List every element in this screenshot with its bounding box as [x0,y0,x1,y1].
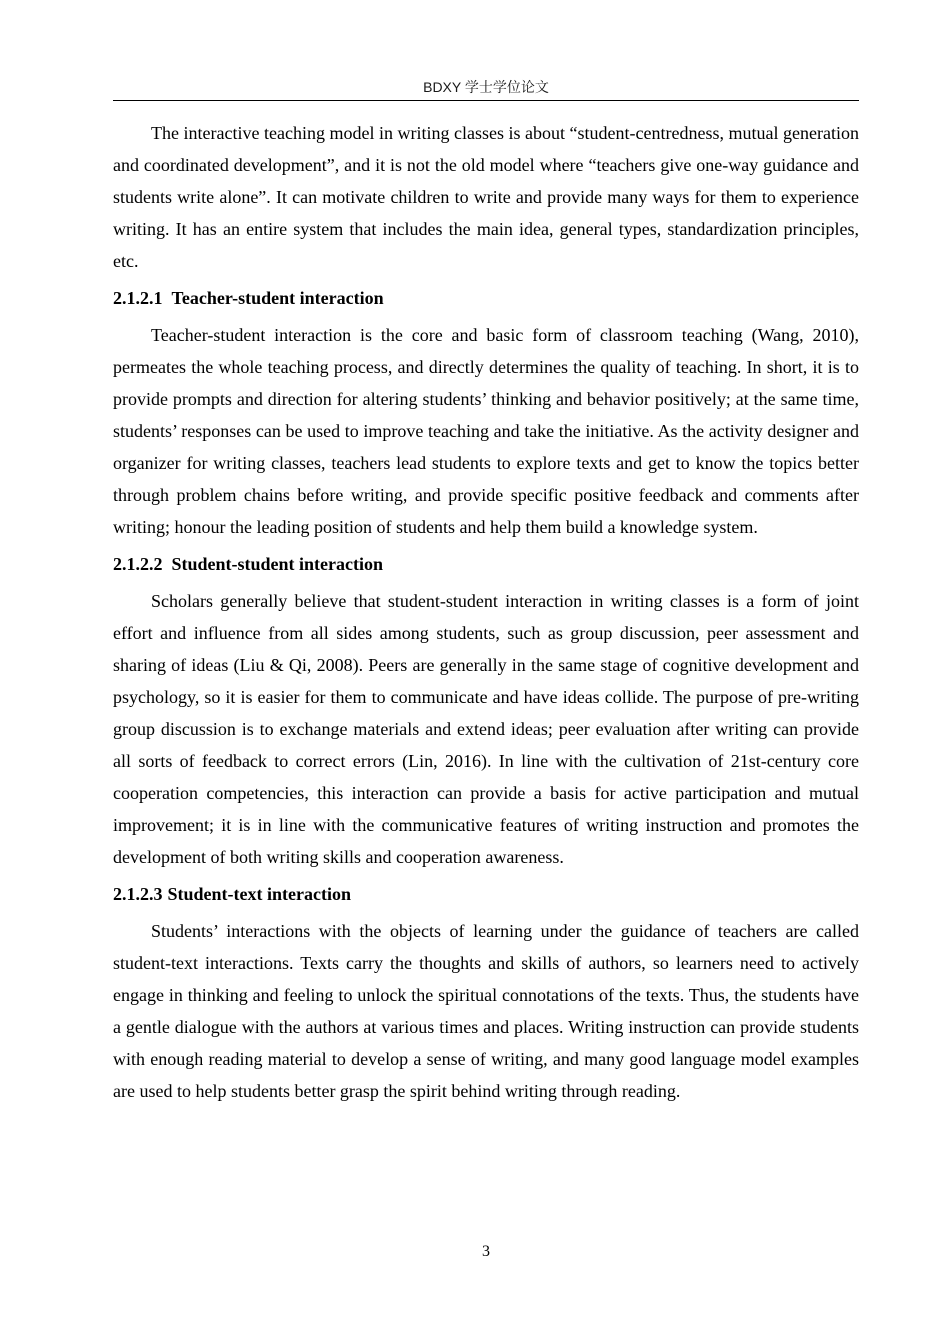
paragraph-intro: The interactive teaching model in writing classes is about “student-centredness, mutual generation and coordinated development”, and it is not the old model where “teachers give one-way guidance and students write alone”. It can motivate children to write and provide many ways for them to experience writing. It has an entire system that includes the main idea, general types, standardization principles, etc. [113,123,859,271]
running-header: BDXY 学士学位论文 [423,79,549,95]
section-title: Student-student interaction [171,554,384,574]
header-rule [113,100,859,101]
section-number: 2.1.2.1 [113,288,163,308]
section-number: 2.1.2.3 [113,884,163,904]
section-heading-teacher-student [113,286,859,310]
body-text [113,117,859,1107]
section-title: Student-text interaction [167,884,351,904]
section-heading-student-student [113,552,859,576]
section-number: 2.1.2.2 [113,554,163,574]
paragraph-teacher-student: Teacher-student interaction is the core and basic form of classroom teaching (Wang, 2010), permeates the whole teaching process, and directly determines the quality of teaching. In short, it is to provide prompts and direction for altering students’ thinking and behavior positively; at the same time, students’ responses can be used to improve teaching and take the initiative. As the activity designer and organizer for writing classes, teachers lead students to explore texts and get to know the topics better through problem chains before writing, and provide specific positive feedback and comments after writing; honour the leading position of students and help them build a knowledge system. [113,325,859,537]
section-title: Teacher-student interaction [171,288,384,308]
page-number: 3 [482,1243,490,1260]
paragraph-student-text: Students’ interactions with the objects of learning under the guidance of teachers are called student-text interactions. Texts carry the thoughts and skills of authors, so learners need to actively engage in thinking and feeling to unlock the spiritual connotations of the texts. Thus, the students have a gentle dialogue with the authors at various times and places. Writing instruction can provide students with enough reading material to develop a sense of writing, and many good language model examples are used to help students better grasp the spirit behind writing through reading. [113,921,859,1101]
paragraph-student-student: Scholars generally believe that student-student interaction in writing classes is a form of joint effort and influence from all sides among students, such as group discussion, peer assessment and sharing of ideas (Liu & Qi, 2008). Peers are generally in the same stage of cognitive development and psychology, so it is easier for them to communicate and have ideas collide. The purpose of pre-writing group discussion is to exchange materials and extend ideas; peer evaluation after writing can provide all sorts of feedback to correct errors (Lin, 2016). In line with the cultivation of 21st-century core cooperation competencies, this interaction can provide a basis for active participation and mutual improvement; it is in line with the communicative features of writing instruction and promotes the development of both writing skills and cooperation awareness. [113,591,859,867]
section-heading-student-text [113,882,859,906]
